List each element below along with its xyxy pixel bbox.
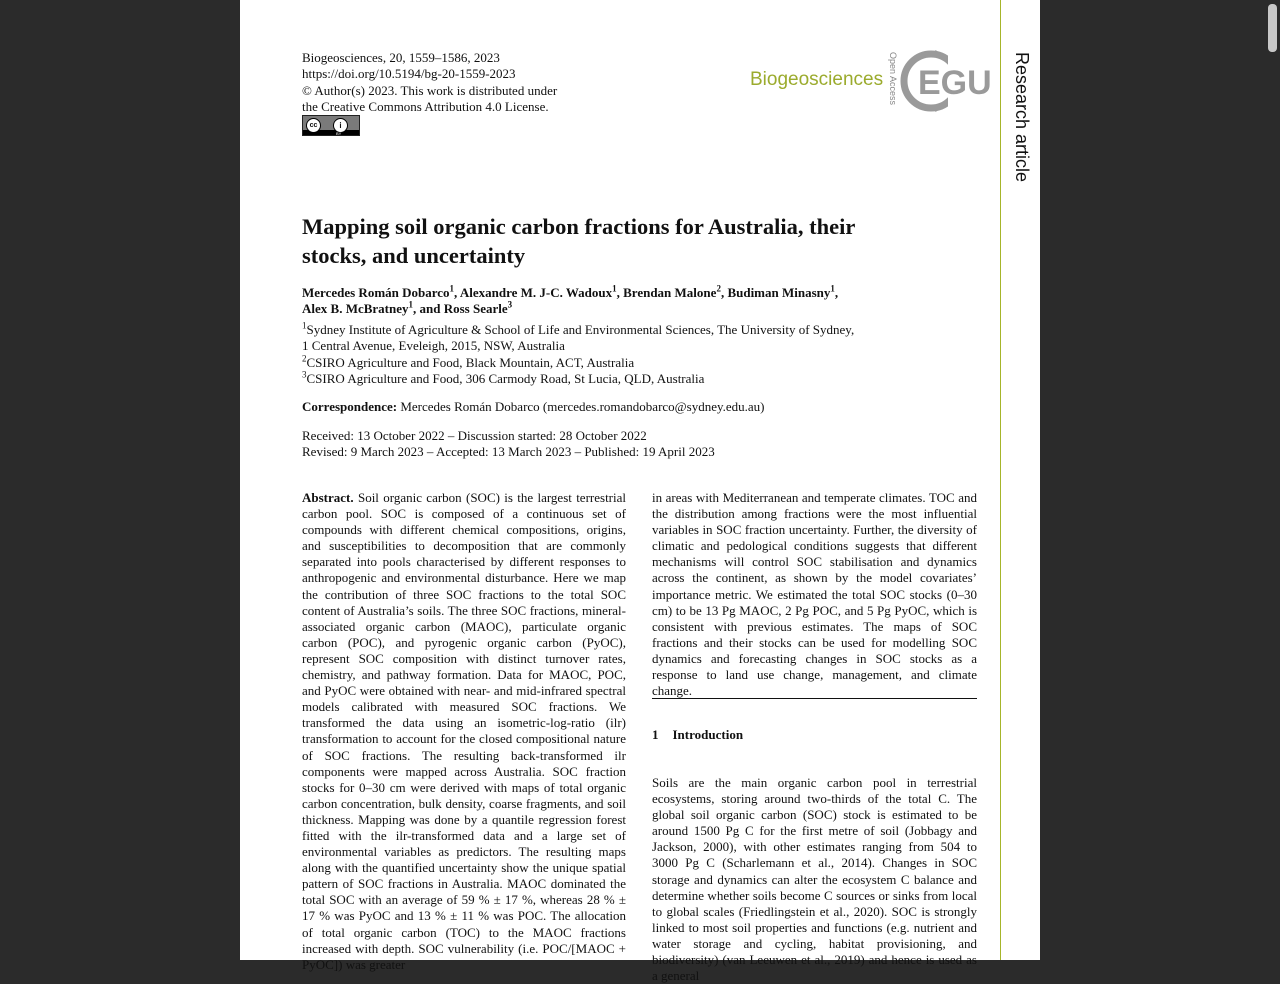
affiliation-item-continued: 1 Central Avenue, Eveleigh, 2015, NSW, Australia [302,338,565,354]
paper-page [240,0,1040,984]
citation-block [302,50,632,115]
section-divider [652,698,977,699]
affiliation-item: $^3$CSIRO Agriculture and Food, 306 Carmody Road, St Lucia, QLD, Australia [302,369,705,386]
journal-name: Biogeosciences [750,69,884,90]
affiliation-item: $^1$Sydney Institute of Agriculture & School of Life and Environmental Sciences, The University of Sydney, [302,320,855,337]
scrollbar-thumb[interactable] [1268,4,1277,52]
author-name: Mercedes Román Dobarco [302,285,450,300]
author-affiliation-mark: 1 [449,283,455,294]
abstract-label: Abstract. [302,490,354,505]
open-access-label: Open Access [888,52,898,106]
correspondence-text[interactable]: Mercedes Román Dobarco (mercedes.romandobarco@sydney.edu.au) [400,399,765,414]
author-name: Budiman Minasny [727,285,831,300]
copyright-line: © Author(s) 2023. This work is distributed under [302,82,558,98]
affiliations [302,322,922,387]
attribution-icon: i [333,118,348,133]
cc-icon: cc [306,118,321,133]
section-heading [652,727,743,743]
abstract-text: Soil organic carbon (SOC) is the largest terrestrial carbon pool. SOC is composed of a continuous set of compounds with different chemical compositions, origins, and susceptibilities to decomposition that are commonly separated into pools characterised by different responses to anthropogenic and environmental disturbance. Here we map the contribution of three SOC fractions to the total SOC content of Australia’s soils. The three SOC fractions, mineral-associated organic carbon (MAOC), particulate organic carbon (POC), and pyrogenic organic carbon (PyOC), represent SOC composition with distinct turnover rates, chemistry, and pathway formation. Data for MAOC, POC, and PyOC were obtained with near- and mid-infrared spectral models calibrated with measured SOC fractions. We transformed the data using an isometric-log-ratio (ilr) transformation to account for the closed compositional nature of SOC fractions. The resulting back-transformed ilr components were mapped across Australia. SOC fraction stocks for 0–30 cm were derived with maps of total organic carbon concentration, bulk density, coarse fragments, and soil thickness. Mapping was done by a quantile regression forest fitted with the ilr-transformed data and a large set of environmental variables as predictors. The resulting maps along with the quantified uncertainty show the unique spatial pattern of SOC fractions in Australia. MAOC dominated the total SOC with an average of 59 % ± 17 %, whereas 28 % ± 17 % was PyOC and 13 % ± 11 % was POC. The allocation of total organic carbon (TOC) to the MAOC fractions increased with depth. SOC vulnerability (i.e. POC/[MAOC + PyOC]) was greater [302,490,627,972]
abstract-column-left [302,490,627,972]
section-number: 1 [652,727,659,742]
author-affiliation-mark: 1 [612,283,617,294]
section-title: Introduction [672,727,744,742]
license-line: the Creative Commons Attribution 4.0 License. [302,98,549,114]
author-affiliation-mark: 2 [716,283,721,294]
egu-logo-icon [900,50,992,112]
cc-by-license-icon[interactable] [302,115,360,136]
correspondence [302,399,922,415]
paper-title: Mapping soil organic carbon fractions for Australia, their stocks, and uncertainty [302,214,855,268]
side-divider [1000,0,1001,960]
doi-link[interactable]: https://doi.org/10.5194/bg-20-1559-2023 [302,66,516,82]
introduction-text: Soils are the main organic carbon pool in terrestrial ecosystems, storing around two-thirds of the total C. The global soil organic carbon (SOC) stock is estimated to be around 1500 Pg C for the first metre of soil (Jobbagy and Jackson, 2000), with other estimates ranging from 504 to 3000 Pg C (Scharlemann et al., 2014). Changes in SOC storage and dynamics can alter the ecosystem C balance and determine whether soils become C sources or sinks from local to global scales (Friedlingstein et al., 2020). SOC is strongly linked to most soil properties and functions (e.g. nutrient and water storage and cycling, habitat provisioning, and biodiversity) (van Leeuwen et al., 2019) and hence is used as a general [652,775,977,984]
author-name: Brendan Malone [623,285,717,300]
article-type-label: Research article [1012,52,1032,183]
author-list: Mercedes Román Dobarco$^1$, Alexandre M. J-C. Wadoux$^1$, Brendan Malone$^2$, Budiman Minasny$^1$, Alex B. McBratney$^1$, and Ross Searle$^3$ [302,283,839,317]
author-name: Ross Searle [443,301,508,317]
affiliation-item: $^2$CSIRO Agriculture and Food, Black Mountain, ACT, Australia [302,353,635,370]
abstract-column-right: in areas with Mediterranean and temperate climates. TOC and the distribution among fractions were the most influential variables in SOC fraction uncertainty. Further, the diversity of climatic and pedological conditions suggests that different mechanisms will control SOC stabilisation and dynamics across the continent, as shown by the model covariates’ importance metric. We estimated the total SOC stocks (0–30 cm) to be 13 Pg MAOC, 2 Pg POC, and 5 Pg PyOC, which is consistent with previous estimates. The maps of SOC fractions and their stocks can be used for modelling SOC dynamics and forecasting changes in SOC stocks as a response to land use change, management, and climate change. [652,490,977,699]
journal-reference: Biogeosciences, 20, 1559–1586, 2023 [302,50,500,65]
author-affiliation-mark: 3 [507,299,513,310]
author-affiliation-mark: 1 [830,283,835,294]
author-name: Alexandre M. J-C. Wadoux [459,285,613,300]
egu-logo-text: EGU [918,64,992,102]
publication-dates: Received: 13 October 2022 – Discussion started: 28 October 2022 Revised: 9 March 2023 – Accepted: 13 March 2023 – Published: 19 April 2023 [302,428,715,460]
by-label: BY [336,131,342,136]
author-affiliation-mark: 1 [408,299,414,310]
correspondence-label: Correspondence: [302,399,398,414]
author-name: Alex B. McBratney [302,301,409,317]
